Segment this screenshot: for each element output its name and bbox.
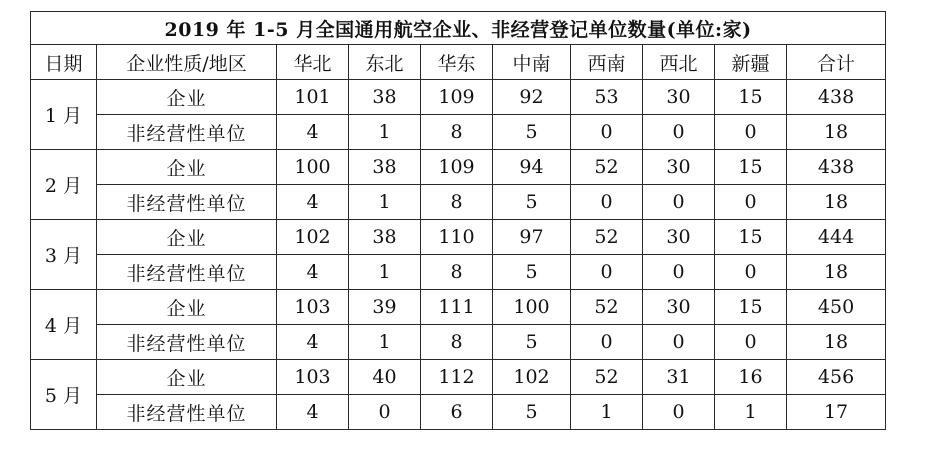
table-row — [31, 80, 886, 115]
value-cell-east-china: 8 — [421, 325, 493, 360]
value-cell-total: 18 — [787, 115, 886, 150]
value-cell-north-china: 4 — [277, 185, 349, 220]
value-cell-east-china: 110 — [421, 220, 493, 255]
value-cell-total: 450 — [787, 290, 886, 325]
value-cell-northwest: 31 — [643, 360, 715, 395]
value-cell-central-south: 5 — [493, 325, 571, 360]
month-cell: 5 月 — [31, 360, 97, 430]
value-cell-southwest: 52 — [571, 220, 643, 255]
value-cell-central-south: 100 — [493, 290, 571, 325]
table-title: 2019 年 1-5 月全国通用航空企业、非经营登记单位数量(单位:家) — [31, 12, 886, 45]
aviation-units-table — [30, 11, 886, 430]
value-cell-xinjiang: 15 — [715, 150, 787, 185]
value-cell-central-south: 5 — [493, 255, 571, 290]
value-cell-southwest: 53 — [571, 80, 643, 115]
table-row — [31, 255, 886, 290]
unit-type-cell: 企业 — [97, 80, 277, 115]
value-cell-north-china: 102 — [277, 220, 349, 255]
value-cell-east-china: 8 — [421, 185, 493, 220]
value-cell-northwest: 0 — [643, 255, 715, 290]
value-cell-total: 438 — [787, 80, 886, 115]
table-row — [31, 115, 886, 150]
value-cell-central-south: 5 — [493, 395, 571, 430]
table-row — [31, 395, 886, 430]
value-cell-southwest: 52 — [571, 360, 643, 395]
value-cell-east-china: 6 — [421, 395, 493, 430]
unit-type-cell: 企业 — [97, 220, 277, 255]
value-cell-northeast: 38 — [349, 150, 421, 185]
unit-type-cell: 非经营性单位 — [97, 185, 277, 220]
value-cell-total: 18 — [787, 325, 886, 360]
value-cell-northwest: 0 — [643, 185, 715, 220]
value-cell-central-south: 94 — [493, 150, 571, 185]
month-cell: 4 月 — [31, 290, 97, 360]
value-cell-northeast: 39 — [349, 290, 421, 325]
table-row — [31, 150, 886, 185]
value-cell-xinjiang: 0 — [715, 115, 787, 150]
value-cell-central-south: 92 — [493, 80, 571, 115]
value-cell-northeast: 1 — [349, 185, 421, 220]
value-cell-north-china: 4 — [277, 255, 349, 290]
header-cell-east-china: 华东 — [421, 45, 493, 80]
value-cell-east-china: 112 — [421, 360, 493, 395]
value-cell-northwest: 30 — [643, 290, 715, 325]
value-cell-xinjiang: 15 — [715, 80, 787, 115]
header-cell-northwest: 西北 — [643, 45, 715, 80]
value-cell-xinjiang: 16 — [715, 360, 787, 395]
table-row — [31, 325, 886, 360]
value-cell-north-china: 100 — [277, 150, 349, 185]
value-cell-total: 17 — [787, 395, 886, 430]
value-cell-east-china: 109 — [421, 150, 493, 185]
value-cell-total: 18 — [787, 185, 886, 220]
value-cell-northeast: 38 — [349, 80, 421, 115]
value-cell-northeast: 1 — [349, 255, 421, 290]
header-cell-total: 合计 — [787, 45, 886, 80]
header-cell-type-region: 企业性质/地区 — [97, 45, 277, 80]
value-cell-northeast: 1 — [349, 325, 421, 360]
value-cell-northwest: 30 — [643, 150, 715, 185]
header-cell-xinjiang: 新疆 — [715, 45, 787, 80]
value-cell-northeast: 0 — [349, 395, 421, 430]
value-cell-xinjiang: 15 — [715, 290, 787, 325]
table-row — [31, 360, 886, 395]
value-cell-southwest: 1 — [571, 395, 643, 430]
value-cell-north-china: 103 — [277, 290, 349, 325]
value-cell-northeast: 40 — [349, 360, 421, 395]
value-cell-xinjiang: 0 — [715, 185, 787, 220]
unit-type-cell: 企业 — [97, 360, 277, 395]
value-cell-north-china: 4 — [277, 395, 349, 430]
document-page — [30, 11, 885, 430]
table-row — [31, 185, 886, 220]
value-cell-northwest: 0 — [643, 115, 715, 150]
value-cell-northeast: 1 — [349, 115, 421, 150]
value-cell-east-china: 8 — [421, 255, 493, 290]
value-cell-southwest: 0 — [571, 115, 643, 150]
value-cell-northwest: 30 — [643, 80, 715, 115]
header-row — [31, 45, 886, 80]
table-row — [31, 290, 886, 325]
table-row — [31, 220, 886, 255]
unit-type-cell: 企业 — [97, 150, 277, 185]
value-cell-total: 438 — [787, 150, 886, 185]
value-cell-xinjiang: 0 — [715, 325, 787, 360]
header-cell-central-south: 中南 — [493, 45, 571, 80]
value-cell-east-china: 8 — [421, 115, 493, 150]
header-cell-southwest: 西南 — [571, 45, 643, 80]
table-body — [31, 80, 886, 430]
value-cell-east-china: 111 — [421, 290, 493, 325]
value-cell-central-south: 102 — [493, 360, 571, 395]
header-cell-northeast: 东北 — [349, 45, 421, 80]
header-cell-north-china: 华北 — [277, 45, 349, 80]
value-cell-north-china: 4 — [277, 115, 349, 150]
value-cell-total: 18 — [787, 255, 886, 290]
value-cell-southwest: 52 — [571, 290, 643, 325]
value-cell-total: 456 — [787, 360, 886, 395]
value-cell-east-china: 109 — [421, 80, 493, 115]
value-cell-north-china: 103 — [277, 360, 349, 395]
unit-type-cell: 非经营性单位 — [97, 325, 277, 360]
value-cell-northeast: 38 — [349, 220, 421, 255]
value-cell-central-south: 5 — [493, 185, 571, 220]
value-cell-southwest: 52 — [571, 150, 643, 185]
value-cell-total: 444 — [787, 220, 886, 255]
value-cell-southwest: 0 — [571, 255, 643, 290]
value-cell-central-south: 5 — [493, 115, 571, 150]
unit-type-cell: 非经营性单位 — [97, 395, 277, 430]
value-cell-southwest: 0 — [571, 325, 643, 360]
value-cell-xinjiang: 1 — [715, 395, 787, 430]
value-cell-north-china: 4 — [277, 325, 349, 360]
header-cell-date: 日期 — [31, 45, 97, 80]
value-cell-north-china: 101 — [277, 80, 349, 115]
value-cell-southwest: 0 — [571, 185, 643, 220]
month-cell: 1 月 — [31, 80, 97, 150]
value-cell-xinjiang: 0 — [715, 255, 787, 290]
month-cell: 2 月 — [31, 150, 97, 220]
value-cell-northwest: 30 — [643, 220, 715, 255]
value-cell-northwest: 0 — [643, 325, 715, 360]
value-cell-xinjiang: 15 — [715, 220, 787, 255]
value-cell-central-south: 97 — [493, 220, 571, 255]
unit-type-cell: 非经营性单位 — [97, 255, 277, 290]
unit-type-cell: 非经营性单位 — [97, 115, 277, 150]
value-cell-northwest: 0 — [643, 395, 715, 430]
month-cell: 3 月 — [31, 220, 97, 290]
unit-type-cell: 企业 — [97, 290, 277, 325]
